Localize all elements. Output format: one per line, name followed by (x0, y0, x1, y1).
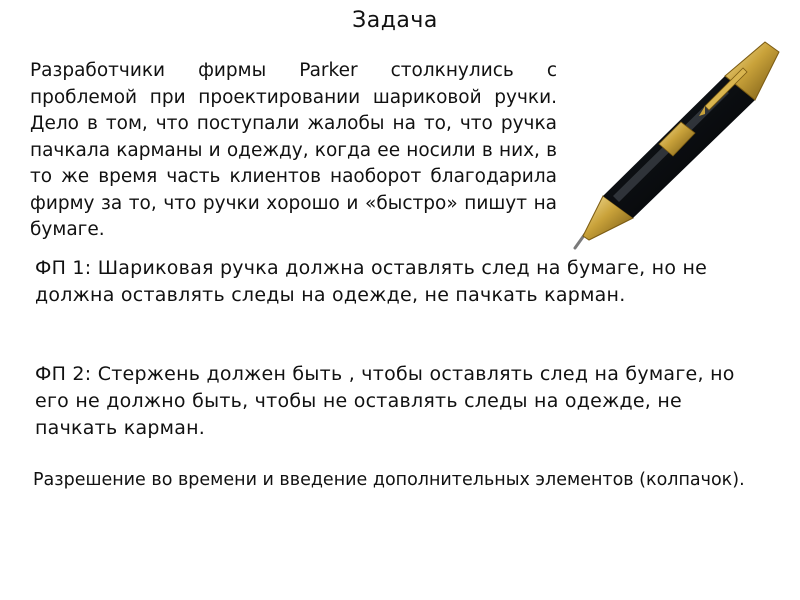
fp1-statement: ФП 1: Шариковая ручка должна оставлять след на бумаге, но не должна оставлять следы на одежде, не пачкать карман. (35, 257, 708, 306)
pen-image (555, 36, 795, 258)
slide-title: Задача (352, 8, 438, 33)
problem-description: Разработчики фирмы Parker столкнулись с проблемой при проектировании шариковой ручки. Дело в том, что поступали жалобы на то, что ручка пачкала карманы и одежду, когда ее носили в них, в то же время часть клиентов наоборот благодарила фирму за то, что ручки хорошо и «быстро» пишут на бумаге. (30, 60, 557, 240)
resolution-statement: Разрешение во времени и введение дополнительных элементов (колпачок). (33, 470, 745, 490)
fp2-statement: ФП 2: Стержень должен быть , чтобы оставлять след на бумаге, но его не должно быть, чтобы не оставлять следы на одежде, не пачкать карман. (35, 363, 735, 439)
